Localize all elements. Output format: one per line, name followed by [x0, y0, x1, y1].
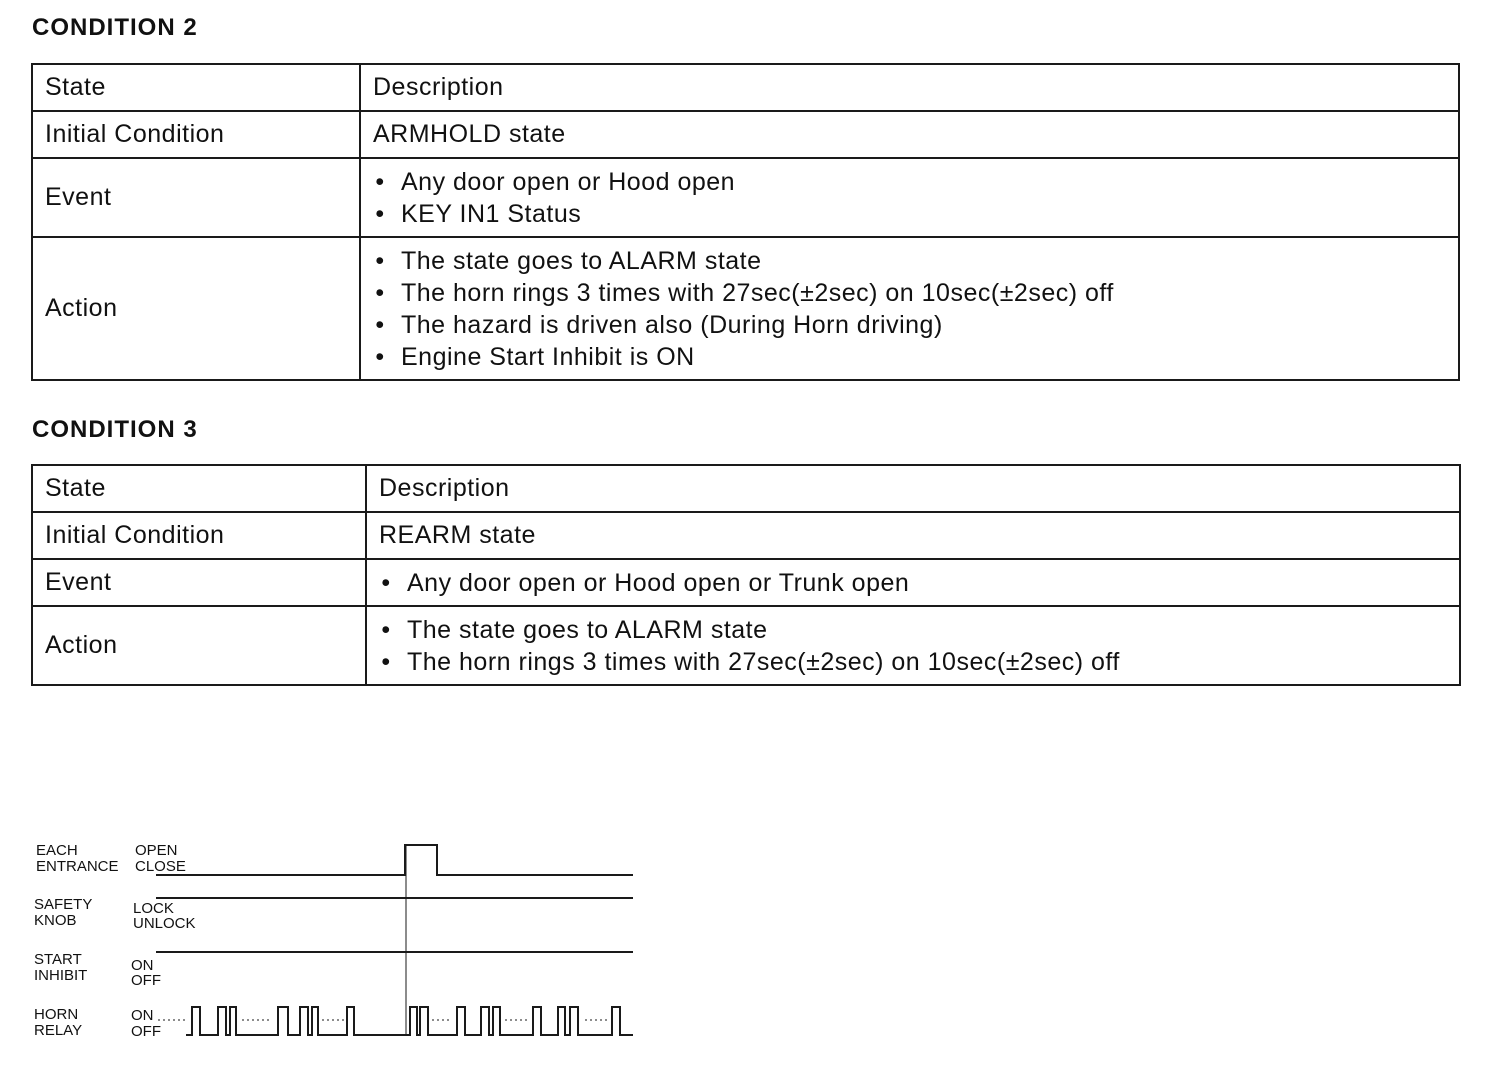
list-item: • The state goes to ALARM state: [407, 614, 1447, 646]
list-item: • The hazard is driven also (During Horn driving): [401, 309, 1446, 341]
entrance-waveform: [156, 845, 633, 875]
description-cell: ARMHOLD state: [360, 111, 1459, 158]
description-cell: [360, 237, 1459, 380]
signal-label: START: [34, 951, 82, 968]
state-cell: Action: [32, 606, 366, 685]
timing-diagram: [0, 830, 660, 1050]
bullet-list: [379, 614, 1447, 678]
signal-label: SAFETY: [34, 896, 93, 913]
description-cell: [366, 606, 1460, 685]
table-row: [32, 606, 1460, 685]
level-label: OFF: [131, 1023, 161, 1040]
description-cell: [366, 559, 1460, 606]
state-cell: Action: [32, 237, 360, 380]
table-row: [32, 111, 1459, 158]
description-header: Description: [360, 64, 1459, 111]
state-header: State: [32, 465, 366, 512]
description-cell: [360, 158, 1459, 237]
table-row: [32, 158, 1459, 237]
level-label: UNLOCK: [133, 915, 196, 932]
table-row: [32, 237, 1459, 380]
condition-2-title: CONDITION 2: [32, 14, 198, 41]
list-item: • The state goes to ALARM state: [401, 245, 1446, 277]
state-cell: Initial Condition: [32, 111, 360, 158]
description-cell: REARM state: [366, 512, 1460, 559]
level-label: ON: [131, 957, 154, 974]
signal-label: RELAY: [34, 1022, 83, 1039]
table-row: [32, 512, 1460, 559]
state-cell: Event: [32, 158, 360, 237]
horn-relay-waveform: [186, 1007, 633, 1035]
level-label: OFF: [131, 972, 161, 989]
list-item: • Any door open or Hood open: [401, 166, 1446, 198]
condition-3-table: [31, 464, 1461, 686]
condition-2-table: [31, 63, 1460, 381]
level-label: ON: [131, 1007, 154, 1024]
table-header-row: [32, 465, 1460, 512]
state-cell: Event: [32, 559, 366, 606]
level-label: LOCK: [133, 900, 174, 917]
condition-3-title: CONDITION 3: [32, 416, 198, 443]
signal-label: EACH: [36, 842, 78, 859]
state-cell: Initial Condition: [32, 512, 366, 559]
signal-label: HORN: [34, 1006, 79, 1023]
bullet-list: [373, 245, 1446, 373]
bullet-list: [379, 567, 1447, 599]
table-row: [32, 559, 1460, 606]
list-item: • Any door open or Hood open or Trunk open: [407, 567, 1447, 599]
list-item: • KEY IN1 Status: [401, 198, 1446, 230]
list-item: • Engine Start Inhibit is ON: [401, 341, 1446, 373]
level-label: CLOSE: [135, 858, 186, 875]
signal-label: INHIBIT: [34, 967, 88, 984]
description-header: Description: [366, 465, 1460, 512]
list-item: • The horn rings 3 times with 27sec(±2sec) on 10sec(±2sec) off: [401, 277, 1446, 309]
list-item: • The horn rings 3 times with 27sec(±2sec) on 10sec(±2sec) off: [407, 646, 1447, 678]
bullet-list: [373, 166, 1446, 230]
signal-label: ENTRANCE: [36, 858, 119, 875]
level-label: OPEN: [135, 842, 178, 859]
state-header: State: [32, 64, 360, 111]
table-header-row: [32, 64, 1459, 111]
signal-label: KNOB: [34, 912, 77, 929]
